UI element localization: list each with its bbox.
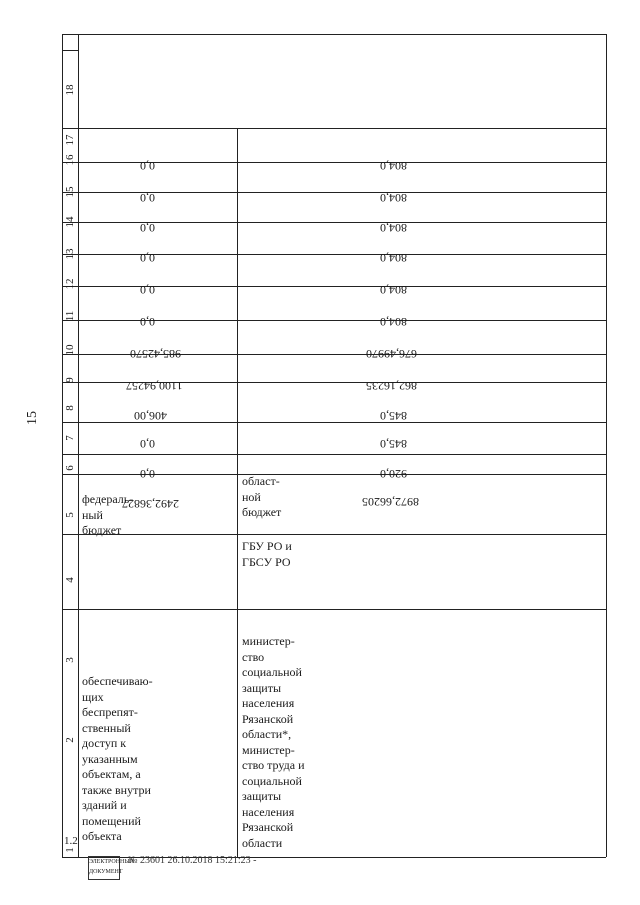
row-b-number: 1.2 bbox=[64, 835, 78, 847]
col-header-8: 8 bbox=[64, 405, 76, 411]
col-header-9: 9 bbox=[64, 377, 76, 383]
row-b-col11: 676,49970 bbox=[366, 347, 417, 361]
col-header-16: 16 bbox=[64, 154, 76, 166]
row-b-col7: 920,0 bbox=[380, 467, 407, 481]
row-a-col11: 985,42570 bbox=[130, 347, 181, 361]
col-header-1: 1 bbox=[64, 847, 76, 853]
col-header-14: 14 bbox=[64, 216, 76, 228]
col-header-17: 17 bbox=[64, 134, 76, 146]
row-divider bbox=[237, 128, 238, 857]
row-b-col15: 804,0 bbox=[380, 221, 407, 235]
row-a-description: обеспечиваю- щих беспрепят- ственный доступ к указанным объектам, а также внутри зданий и помещений объекта bbox=[82, 674, 153, 843]
row-a-col6: 2492,36827 bbox=[122, 497, 179, 511]
row-a-col8: 0,0 bbox=[140, 437, 155, 451]
row-b-col13: 804,0 bbox=[380, 283, 407, 297]
row-b-col9: 845,0 bbox=[380, 409, 407, 423]
row-a-col13: 0,0 bbox=[140, 283, 155, 297]
sep bbox=[62, 128, 606, 129]
col-header-4: 4 bbox=[64, 577, 76, 583]
col-header-3: 3 bbox=[64, 657, 76, 663]
row-b-executor: ГБУ РО и ГБСУ РО bbox=[242, 539, 292, 569]
col-header-18: 18 bbox=[64, 84, 76, 96]
col-header-10: 10 bbox=[64, 344, 76, 356]
row-a-col10: 1100,94257 bbox=[126, 379, 183, 393]
sep bbox=[62, 454, 606, 455]
col-header-7: 7 bbox=[64, 435, 76, 441]
row-a-budget-source: федераль- ный бюджет bbox=[82, 492, 134, 537]
col-header-6: 6 bbox=[64, 465, 76, 471]
table-border-right bbox=[606, 34, 607, 857]
sep bbox=[62, 534, 606, 535]
row-b-col14: 804,0 bbox=[380, 251, 407, 265]
row-a-col16: 0,0 bbox=[140, 191, 155, 205]
document-stamp: № 23601 26.10.2018 15:21:23 - bbox=[128, 855, 257, 866]
col-header-11: 11 bbox=[64, 310, 76, 322]
row-b-col12: 804,0 bbox=[380, 315, 407, 329]
col-header-13: 13 bbox=[64, 248, 76, 260]
row-a-col17: 0,0 bbox=[140, 159, 155, 173]
header-divider bbox=[78, 34, 79, 857]
row-b-responsible: министер- ство социальной защиты населения Рязанской области*, министер- ство труда и социальной защиты населения Рязанской области bbox=[242, 634, 305, 850]
table-border-top bbox=[62, 34, 606, 35]
col-header-2: 2 bbox=[64, 737, 76, 743]
row-b-col10: 862,16235 bbox=[366, 379, 417, 393]
row-a-col15: 0,0 bbox=[140, 221, 155, 235]
row-a-col7: 0,0 bbox=[140, 467, 155, 481]
row-b-col6: 8972,66205 bbox=[362, 495, 419, 509]
row-a-col9: 406,00 bbox=[134, 409, 167, 423]
table-border-left bbox=[62, 34, 63, 857]
col-header-12: 12 bbox=[64, 278, 76, 290]
page-number: 15 bbox=[25, 411, 40, 425]
col-header-15: 15 bbox=[64, 186, 76, 198]
row-a-col14: 0,0 bbox=[140, 251, 155, 265]
row-a-col12: 0,0 bbox=[140, 315, 155, 329]
col-header-5: 5 bbox=[64, 512, 76, 518]
sep bbox=[62, 609, 606, 610]
row-b-col16: 804,0 bbox=[380, 191, 407, 205]
sep bbox=[62, 50, 78, 51]
electronic-document-logo: ЭЛЕКТРОННЫЙ ДОКУМЕНТ bbox=[88, 856, 120, 880]
row-b-col17: 804,0 bbox=[380, 159, 407, 173]
data-table bbox=[62, 34, 606, 857]
row-b-col8: 845,0 bbox=[380, 437, 407, 451]
row-b-budget-source: област- ной бюджет bbox=[242, 474, 282, 519]
